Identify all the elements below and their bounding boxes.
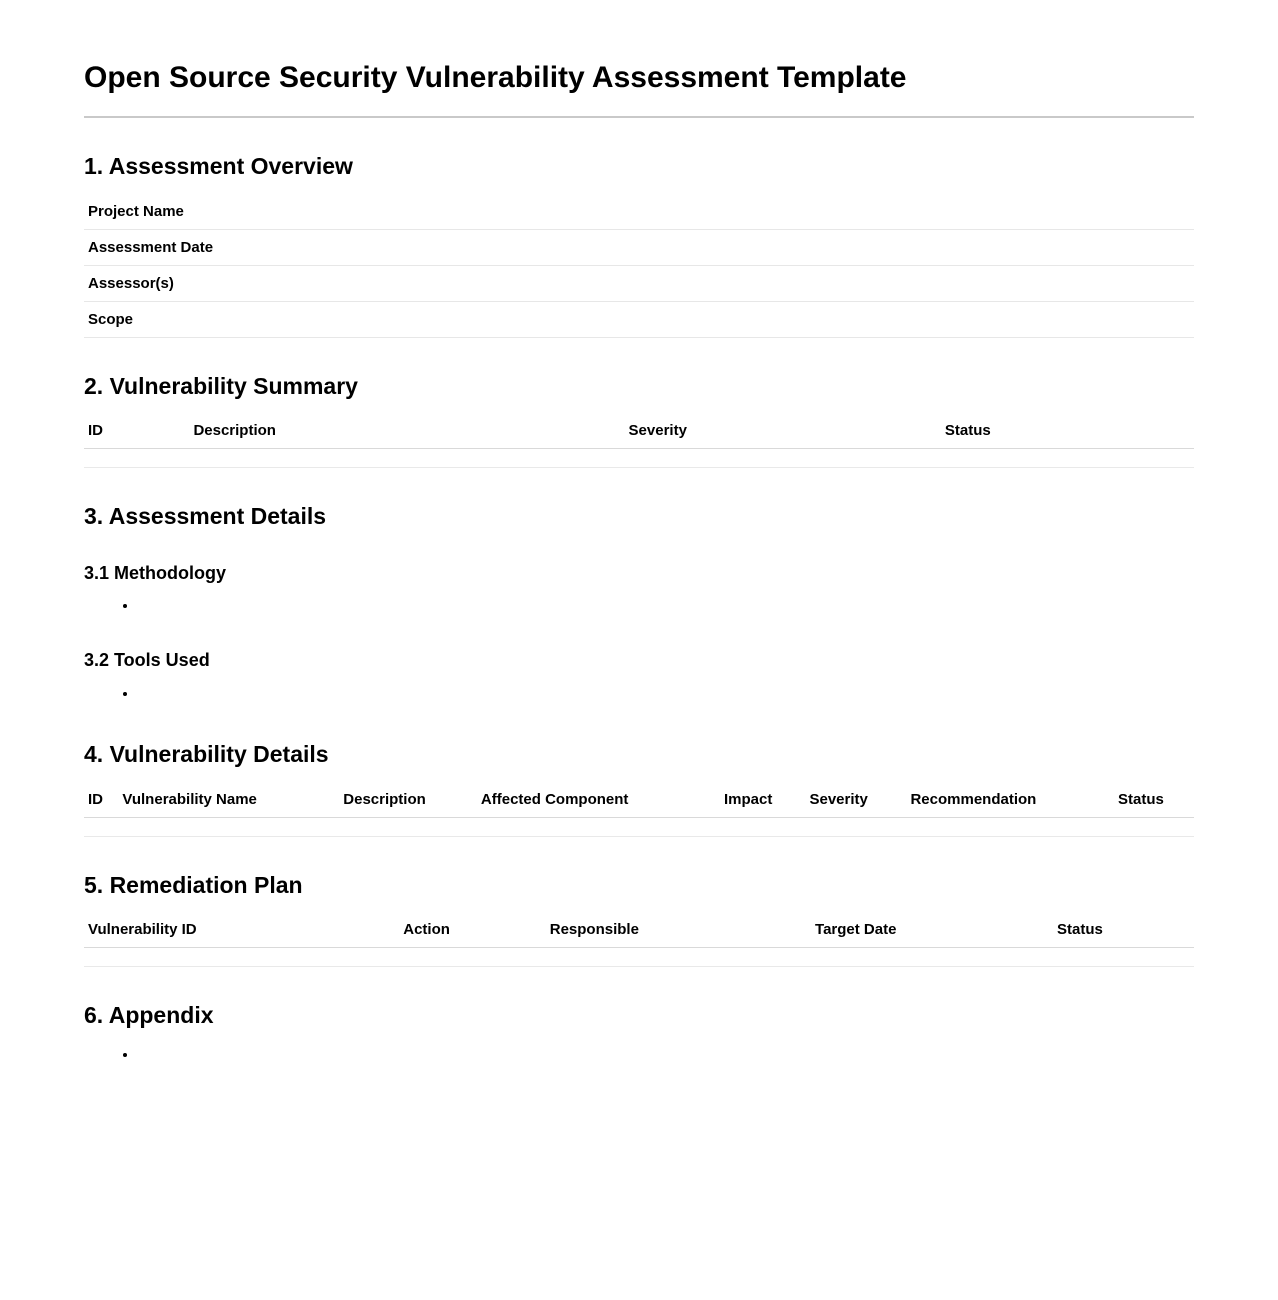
column-header: Recommendation <box>906 782 1114 818</box>
summary-heading: 2. Vulnerability Summary <box>84 372 358 399</box>
field-label: Scope <box>84 301 362 337</box>
list-item <box>138 1043 1194 1067</box>
column-header: Severity <box>625 413 941 449</box>
field-label: Assessment Date <box>84 229 362 265</box>
section-assessment-details <box>84 503 1194 706</box>
section-appendix <box>84 1002 1194 1067</box>
table-cell <box>1114 817 1194 836</box>
table-row <box>84 265 1194 301</box>
methodology-list <box>84 594 1194 618</box>
section-vulnerability-details <box>84 741 1194 837</box>
column-header: Status <box>1114 782 1194 818</box>
table-cell <box>805 817 906 836</box>
section-vulnerability-summary <box>84 373 1194 469</box>
remediation-table <box>84 912 1194 967</box>
field-label: Project Name <box>84 194 362 230</box>
column-header: Description <box>339 782 477 818</box>
table-cell <box>811 948 1053 967</box>
table-header-row <box>84 413 1194 449</box>
column-header: Action <box>399 912 546 948</box>
table-cell <box>399 948 546 967</box>
vulnerability-details-table <box>84 782 1194 837</box>
document <box>84 60 1194 1067</box>
column-header: Description <box>189 413 624 449</box>
table-header-row <box>84 912 1194 948</box>
column-header: Vulnerability Name <box>118 782 339 818</box>
table-row <box>84 194 1194 230</box>
list-item <box>138 682 1194 706</box>
column-header: Vulnerability ID <box>84 912 399 948</box>
list-item <box>138 594 1194 618</box>
section-assessment-overview <box>84 153 1194 338</box>
table-cell <box>84 449 189 468</box>
field-value <box>362 229 1195 265</box>
table-cell <box>477 817 720 836</box>
column-header: Status <box>1053 912 1194 948</box>
page-title: Open Source Security Vulnerability Assessment Template <box>84 60 1194 118</box>
column-header: ID <box>84 782 118 818</box>
methodology-heading: 3.1 Methodology <box>84 562 227 583</box>
field-value <box>362 301 1195 337</box>
column-header: ID <box>84 413 189 449</box>
section-remediation-plan <box>84 872 1194 968</box>
table-cell <box>906 817 1114 836</box>
table-header-row <box>84 782 1194 818</box>
field-label: Assessor(s) <box>84 265 362 301</box>
table-cell <box>1053 948 1194 967</box>
overview-heading: 1. Assessment Overview <box>84 153 353 179</box>
table-cell <box>941 449 1194 468</box>
column-header: Affected Component <box>477 782 720 818</box>
tools-heading: 3.2 Tools Used <box>84 650 210 671</box>
vuln-details-heading: 4. Vulnerability Details <box>84 740 329 767</box>
field-value <box>362 265 1195 301</box>
column-header: Target Date <box>811 912 1053 948</box>
table-row <box>84 449 1194 468</box>
overview-table <box>84 194 1194 338</box>
table-cell <box>546 948 811 967</box>
table-row <box>84 301 1194 337</box>
column-header: Responsible <box>546 912 811 948</box>
column-header: Severity <box>805 782 906 818</box>
appendix-list <box>84 1043 1194 1067</box>
table-cell <box>84 817 118 836</box>
field-value <box>362 194 1195 230</box>
table-cell <box>84 948 399 967</box>
table-cell <box>339 817 477 836</box>
remediation-heading: 5. Remediation Plan <box>84 871 303 898</box>
table-cell <box>189 449 624 468</box>
table-cell <box>118 817 339 836</box>
details-heading: 3. Assessment Details <box>84 503 327 530</box>
table-row <box>84 948 1194 967</box>
tools-list <box>84 682 1194 706</box>
table-cell <box>720 817 805 836</box>
appendix-heading: 6. Appendix <box>84 1002 214 1029</box>
table-row <box>84 817 1194 836</box>
column-header: Impact <box>720 782 805 818</box>
table-row <box>84 229 1194 265</box>
column-header: Status <box>941 413 1194 449</box>
table-cell <box>625 449 941 468</box>
summary-table <box>84 413 1194 468</box>
